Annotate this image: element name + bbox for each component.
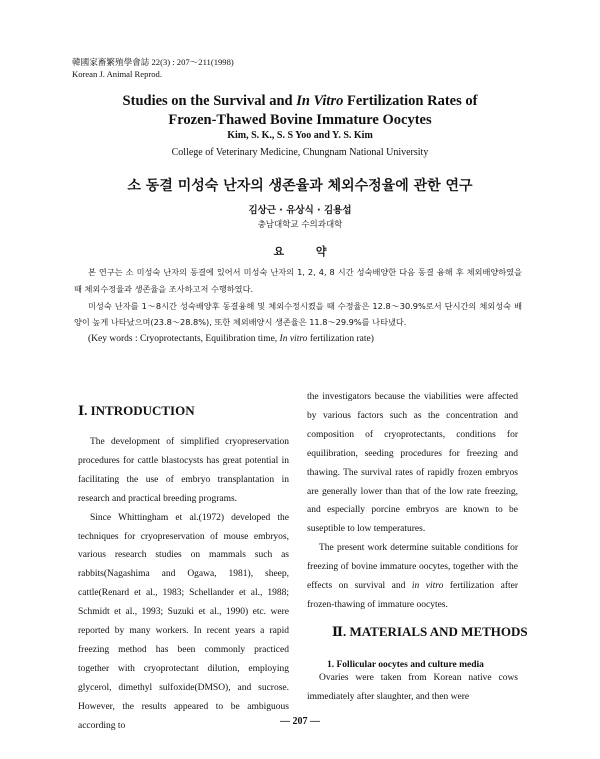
page-number: ― 207 ―: [280, 716, 320, 727]
abstract-para: 본 연구는 소 미성숙 난자의 동결에 있어서 미성숙 난자의 1, 2, 4, 8 시간 성숙배양한 다음 동결 융해 후 체외배양하였을 때 체외수정율과 생존율을 조사하고저 수행하였다.: [74, 267, 522, 294]
paper-title: Studies on the Survival and In Vitro Fertilization Rates of Frozen-Thawed Bovine Immature Oocytes: [122, 93, 478, 128]
korean-affiliation: 충남대학교 수의과대학: [257, 220, 343, 230]
journal-korean: 韓國家畜繁殖學會誌 22(3) : 207～211(1998): [72, 57, 234, 67]
section-heading-introduction: Ⅰ. INTRODUCTION: [78, 403, 195, 418]
column-left: [78, 433, 289, 736]
body-paragraph: Ovaries were taken from Korean native cows immediately after slaughter, and then were: [307, 673, 518, 702]
journal-english: Korean J. Animal Reprod.: [72, 69, 162, 79]
column-right: [307, 388, 518, 615]
body-paragraph: Since Whittingham et al.(1972) developed the techniques for cryopreservation of mouse embryos, various research studies on mammals such as rabbits(Nagashima and Ogawa, 1981), sheep, cattle(Renard et al., 1983; Schellander et al., 1988; Schmidt et al., 1993; Suzuki et al., 1990) etc. were reported by many workers. In recent years a rapid freezing method has been commonly practiced together with cryoprotectant dilution, employing glycerol, dimethyl sulfoxide(DMSO), and sucrose. However, the results appeared to be ambiguous according to: [78, 512, 289, 731]
korean-title: 소 동결 미성숙 난자의 생존율과 체외수정율에 관한 연구: [127, 178, 473, 194]
body-paragraph: the investigators because the viabilities were affected by various factors such as the concentration and composition of cryoprotectants, conditions for equilibration, seeding procedures for freezing and thawing. The survival rates of rapidly frozen embryos are generally lower than that of the low rate freezing, and especially porcine embryos are known to be suseptible to low temperatures.: [307, 392, 518, 535]
keywords: (Key words : Cryoprotectants, Equilibration time, In vitro fertilization rate): [88, 334, 374, 345]
body-paragraph: The present work determine suitable conditions for freezing of bovine immature oocytes, together with the effects on survival and in vitro fertilization after frozen-thawing of immature oocytes.: [307, 543, 519, 610]
korean-authors: 김상근 · 유상식 · 김용섭: [248, 205, 352, 216]
body-paragraph: The development of simplified cryopreservation procedures for cattle blastocysts has great potential in facilitating the use of embryo transplantation in research and practical breeding programs.: [78, 437, 289, 504]
authors: Kim, S. K., S. S Yoo and Y. S. Kim: [227, 130, 373, 141]
abstract-heading: 요 약: [273, 245, 341, 258]
abstract-para: 미성숙 난자를 1～8시간 성숙배양후 동결융해 및 체외수정시켰을 때 수정율은 12.8～30.9%로서 단시간의 체외성숙 배양이 높게 나타났으며(23.8～28.8%), 또한 체외배양시 생존율은 11.8～29.9%를 나타냈다.: [74, 300, 522, 328]
section-heading-methods: Ⅱ. MATERIALS AND METHODS: [332, 624, 528, 639]
subsection-heading: 1. Follicular oocytes and culture media: [327, 660, 484, 670]
methods-body: [307, 669, 518, 707]
abstract-korean: [74, 264, 522, 348]
affiliation: College of Veterinary Medicine, Chungnam National University: [171, 147, 429, 158]
journal-citation: [72, 56, 234, 80]
